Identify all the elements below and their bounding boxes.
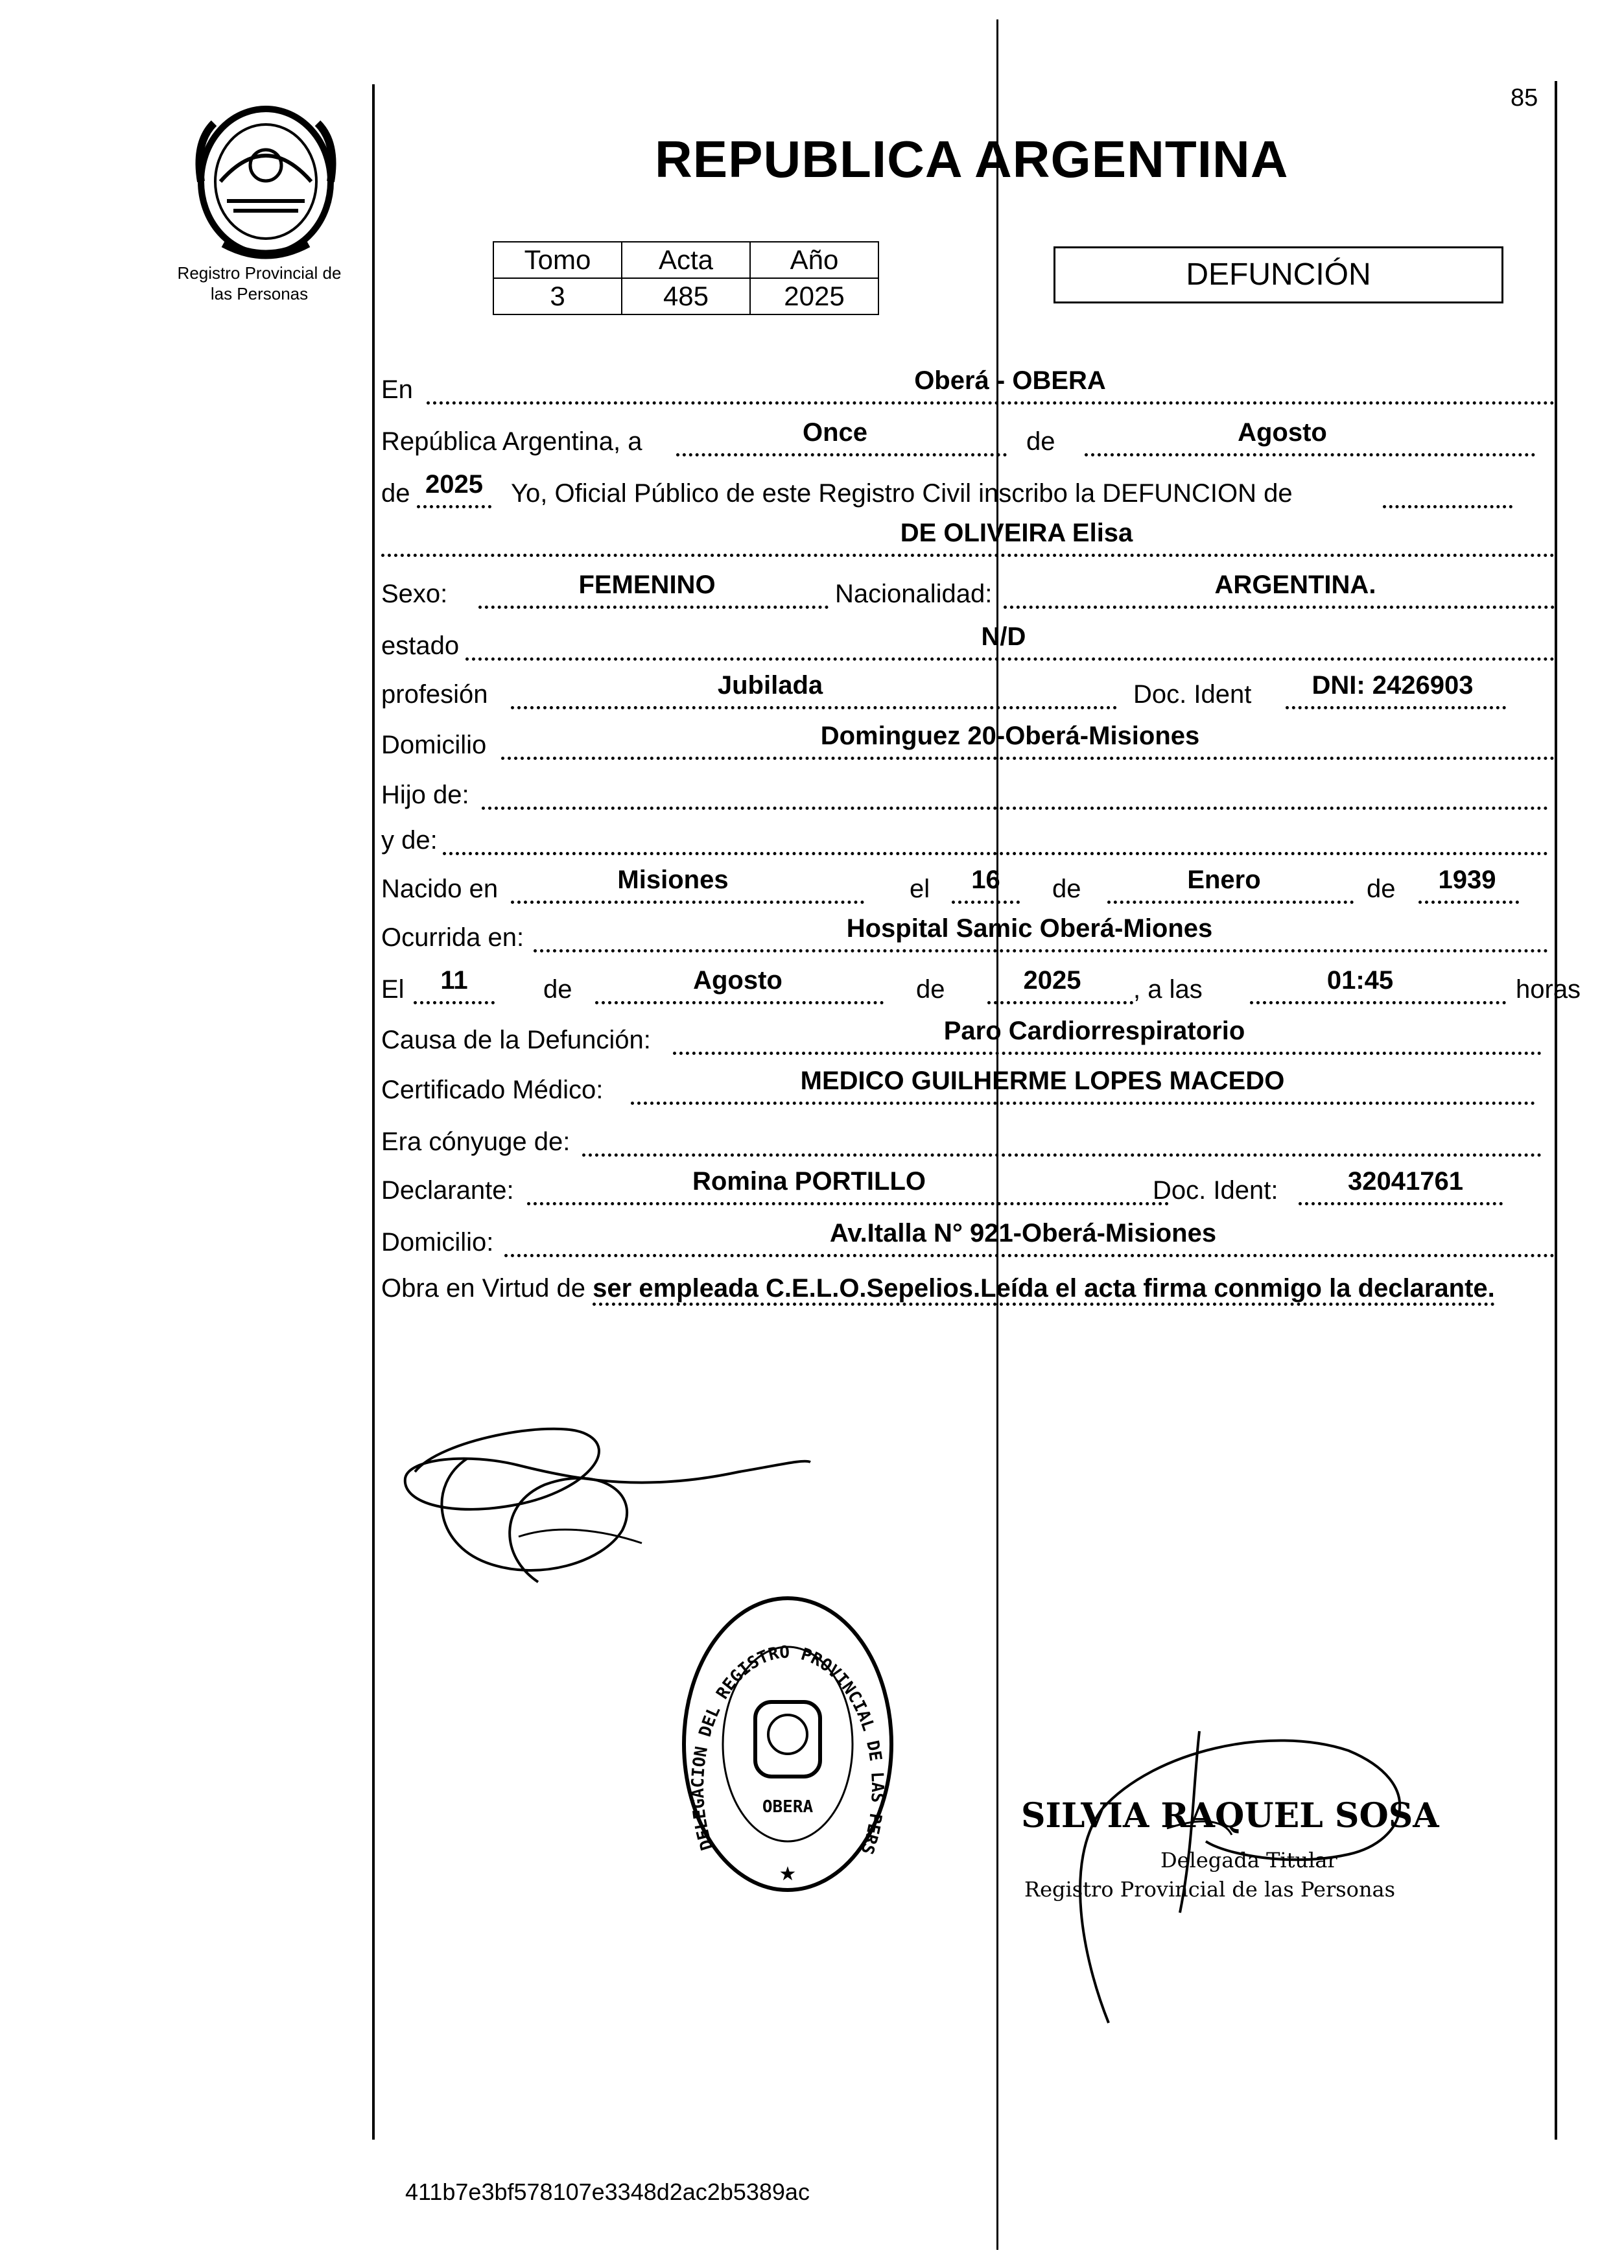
estado-value: N/D [981,622,1026,651]
el2-label: El [381,975,405,1004]
yde-field [443,817,1548,855]
birth-year: 1939 [1438,866,1496,894]
anio-value: 2025 [750,278,878,314]
row-death-date [381,966,1581,1009]
nacionalidad-value: ARGENTINA. [1214,571,1376,599]
de-label-1: de [1026,427,1055,456]
causa-label: Causa de la Defunción: [381,1026,651,1054]
doc-value: DNI: 2426903 [1312,671,1474,700]
domicilio2-value: Av.Italla N° 921-Oberá-Misiones [829,1219,1217,1247]
row-certificado [381,1067,1555,1109]
conyuge-label: Era cónyuge de: [381,1128,571,1156]
record-type-box: DEFUNCIÓN [1053,246,1503,303]
row-oficial [381,470,1555,513]
estado-label: estado [381,632,460,660]
registry-line1: Registro Provincial de [177,263,342,283]
republica-label: República Argentina, a [381,427,642,456]
de-label-3: de [1052,875,1081,903]
acta-value: 485 [622,278,750,314]
horas-label: horas [1516,975,1581,1004]
row-conyuge [381,1118,1555,1161]
nacionalidad-label: Nacionalidad: [835,580,993,608]
tomo-header: Tomo [493,242,622,278]
obra-value: ser empleada C.E.L.O.Sepelios.Leída el acta firma conmigo la declarante. [593,1274,1495,1306]
tomo-value: 3 [493,278,622,314]
page-title: REPUBLICA ARGENTINA [655,130,1289,188]
domicilio2-label: Domicilio: [381,1228,494,1257]
death-year: 2025 [1023,966,1081,995]
domicilio-label: Domicilio [381,731,487,759]
doc2-label: Doc. Ident: [1153,1176,1278,1205]
place-value: Oberá - OBERA [914,366,1106,395]
anio-header: Año [750,242,878,278]
stamp-inner-text: OBERA [762,1797,814,1817]
de-label-4: de [1367,875,1396,903]
row-declarante [381,1167,1555,1210]
row-domicilio2 [381,1219,1555,1262]
stamp-outer-text: DELEGACION DEL REGISTRO PROVINCIAL DE LAS PERS [688,1642,888,1857]
row-yde [381,817,1555,860]
certificado-value: MEDICO GUILHERME LOPES MACEDO [800,1067,1285,1095]
profesion-value: Jubilada [717,671,823,700]
official-title: Delegada Titular [1160,1848,1337,1872]
declarante-label: Declarante: [381,1176,514,1205]
obra-paragraph [381,1271,1555,1306]
yde-label: y de: [381,826,438,855]
row-hijo [381,772,1555,814]
conyuge-field [582,1118,1542,1157]
row-place [381,366,1555,409]
row-sex [381,571,1555,613]
nacido-value: Misiones [617,866,729,894]
left-margin-line [372,84,375,2140]
causa-value: Paro Cardiorrespiratorio [943,1017,1245,1045]
year-value: 2025 [425,470,483,499]
registry-line2: las Personas [210,284,309,303]
document-hash: 411b7e3bf578107e3348d2ac2b5389ac [405,2179,810,2205]
official-office: Registro Provincial de las Personas [1024,1877,1396,1902]
oficial-trailing-field [1383,470,1512,508]
deceased-name: DE OLIVEIRA Elisa [900,519,1133,547]
official-name: SILVIA RAQUEL SOSA [1021,1796,1439,1836]
registry-name [143,263,376,304]
doc-label: Doc. Ident [1133,680,1252,709]
alas-label: , a las [1133,975,1203,1004]
hijo-label: Hijo de: [381,781,469,809]
doc2-value: 32041761 [1348,1167,1463,1196]
obra-label: Obra en Virtud de [381,1274,586,1303]
profesion-label: profesión [381,680,488,709]
right-margin-line [1555,81,1557,2140]
delegation-stamp [674,1589,901,1900]
nacido-label: Nacido en [381,875,499,903]
death-time: 01:45 [1326,966,1394,995]
svg-text:★: ★ [779,1863,797,1885]
de-label-5: de [543,975,572,1004]
el-label: el [910,875,930,903]
sexo-value: FEMENINO [578,571,716,599]
page-number: 85 [1511,84,1538,112]
sexo-label: Sexo: [381,580,448,608]
row-domicilio [381,722,1555,764]
day-word: Once [802,418,868,447]
row-estado [381,622,1555,665]
acta-header: Acta [622,242,750,278]
de-label-6: de [916,975,945,1004]
oficial-text: Yo, Oficial Público de este Registro Civil inscribo la DEFUNCION de [511,479,1293,508]
row-profesion [381,671,1555,714]
hijo-field [482,772,1548,810]
birth-day: 16 [971,866,1000,894]
ocurrida-value: Hospital Samic Oberá-Miones [846,914,1213,943]
row-causa [381,1017,1555,1059]
month-word: Agosto [1238,418,1327,447]
birth-month: Enero [1187,866,1261,894]
provincial-seal [188,104,344,259]
record-reference-table [493,241,879,315]
declarant-signature [389,1413,921,1608]
row-ocurrida [381,914,1555,957]
domicilio-value: Dominguez 20-Oberá-Misiones [820,722,1200,750]
death-day: 11 [440,966,468,995]
en-label: En [381,375,413,404]
row-date [381,418,1555,461]
row-nacido [381,866,1555,908]
death-month: Agosto [693,966,783,995]
row-deceased [381,519,1555,561]
certificado-label: Certificado Médico: [381,1076,604,1104]
ocurrida-label: Ocurrida en: [381,923,524,952]
declarante-value: Romina PORTILLO [692,1167,926,1196]
de-label-2: de [381,479,410,508]
